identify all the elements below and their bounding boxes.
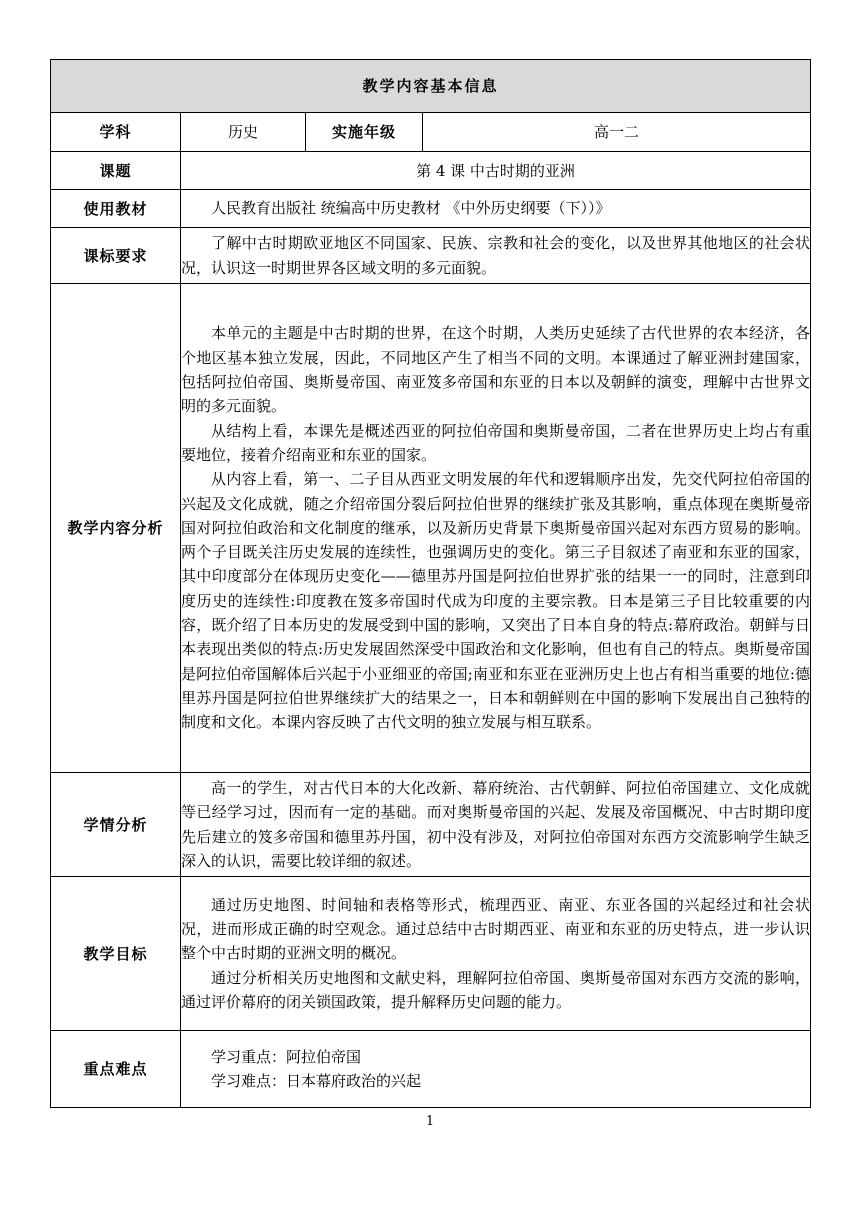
key-paragraph: 学习难点：日本幕府政治的兴起 xyxy=(211,1072,422,1090)
topic-label: 课题 xyxy=(51,152,181,190)
grade-value: 高一二 xyxy=(423,113,811,152)
goal-label: 教学目标 xyxy=(51,877,181,1031)
textbook-row xyxy=(51,190,811,228)
content-row xyxy=(51,284,811,773)
subject-label: 学科 xyxy=(51,113,181,152)
standard-paragraph: 了解中古时期欧亚地区不同国家、民族、宗教和社会的变化，以及世界其他地区的社会状况，认识这一时期世界各区域文明的多元面貌。 xyxy=(181,234,811,277)
content-paragraph: 从内容上看，第一、二子目从西亚文明发展的年代和逻辑顺序出发，先交代阿拉伯帝国的兴起及文化成就，随之介绍帝国分裂后阿拉伯世界的继续扩张及其影响，重点体现在奥斯曼帝国对阿拉伯政治和文化制度的继承，以及新历史背景下奥斯曼帝国兴起对东西方贸易的影响。两个子目既关注历史发展的连续性，也强调历史的变化。第三子目叙述了南亚和东亚的国家，其中印度部分在体现历史变化——德里苏丹国是阿拉伯世界扩张的结果一一的同时，注意到印度历史的连续性:印度教在笈多帝国时代成为印度的主要宗教。日本是第三子目比较重要的内容，既介绍了日本历史的发展受到中国的影响，又突出了日本自身的特点:幕府政治。朝鲜与日本表现出类似的特点:历史发展固然深受中国政治和文化影响，但也有自己的特点。奥斯曼帝国是阿拉伯帝国解体后兴起于小亚细亚的帝国;南亚和东亚在亚洲历史上也占有相当重要的地位:德里苏丹国是阿拉伯世界继续扩大的结果之一，日本和朝鲜则在中国的影响下发展出自己独特的制度和文化。本课内容反映了古代文明的独立发展与相互联系。 xyxy=(181,470,811,732)
textbook-value xyxy=(181,190,811,228)
goal-paragraph: 通过分析相关历史地图和文献史料，理解阿拉伯帝国、奥斯曼帝国对东西方交流的影响，通过评价幕府的闭关锁国政策，提升解释历史问题的能力。 xyxy=(181,968,811,1011)
table-title: 教学内容基本信息 xyxy=(51,60,811,113)
page-number: 1 xyxy=(425,1114,435,1129)
learner-row xyxy=(51,773,811,877)
textbook-text: 人民教育出版社 统编高中历史教材 《中外历史纲要（下））》 xyxy=(211,199,611,218)
learner-analysis xyxy=(181,773,811,877)
goal-content xyxy=(181,877,811,1031)
goal-paragraph: 通过历史地图、时间轴和表格等形式，梳理西亚、南亚、东亚各国的兴起经过和社会状况，进而形成正确的时空观念。通过总结中古时期西亚、南亚和东亚的历史特点，进一步认识整个中古时期的亚洲文明的概况。 xyxy=(181,895,811,963)
content-paragraph: 本单元的主题是中古时期的世界，在这个时期，人类历史延续了古代世界的农本经济，各个地区基本独立发展，因此，不同地区产生了相当不同的文明。本课通过了解亚洲封建国家，包括阿拉伯帝国、奥斯曼帝国、南亚笈多帝国和东亚的日本以及朝鲜的演变，理解中古世界文明的多元面貌。 xyxy=(181,324,811,416)
content-analysis xyxy=(181,284,811,773)
standard-row xyxy=(51,228,811,284)
topic-row xyxy=(51,152,811,190)
learner-label: 学情分析 xyxy=(51,773,181,877)
subject-value: 历史 xyxy=(181,113,306,152)
key-label: 重点难点 xyxy=(51,1031,181,1108)
goal-row xyxy=(51,877,811,1031)
key-paragraph: 学习重点：阿拉伯帝国 xyxy=(211,1047,362,1066)
content-label: 教学内容分析 xyxy=(51,284,181,773)
standard-label: 课标要求 xyxy=(51,228,181,284)
textbook-label: 使用教材 xyxy=(51,190,181,228)
subject-row xyxy=(51,113,811,152)
key-row xyxy=(51,1031,811,1108)
topic-value: 第 4 课 中古时期的亚洲 xyxy=(181,152,811,190)
key-content xyxy=(181,1031,811,1108)
grade-label: 实施年级 xyxy=(306,113,423,152)
standard-content xyxy=(181,228,811,284)
title-row xyxy=(51,60,811,113)
content-paragraph: 从结构上看，本课先是概述西亚的阿拉伯帝国和奥斯曼帝国，二者在世界历史上均占有重要地位，接着介绍南亚和东亚的国家。 xyxy=(181,421,811,464)
learner-paragraph: 高一的学生，对古代日本的大化改新、幕府统治、古代朝鲜、阿拉伯帝国建立、文化成就等已经学习过，因而有一定的基础。而对奥斯曼帝国的兴起、发展及帝国概况、中古时期印度先后建立的笈多帝国和德里苏丹国，初中没有涉及，对阿拉伯帝国对东西方交流影响学生缺乏深入的认识，需要比较详细的叙述。 xyxy=(181,778,811,870)
lesson-info-table xyxy=(50,59,811,1108)
